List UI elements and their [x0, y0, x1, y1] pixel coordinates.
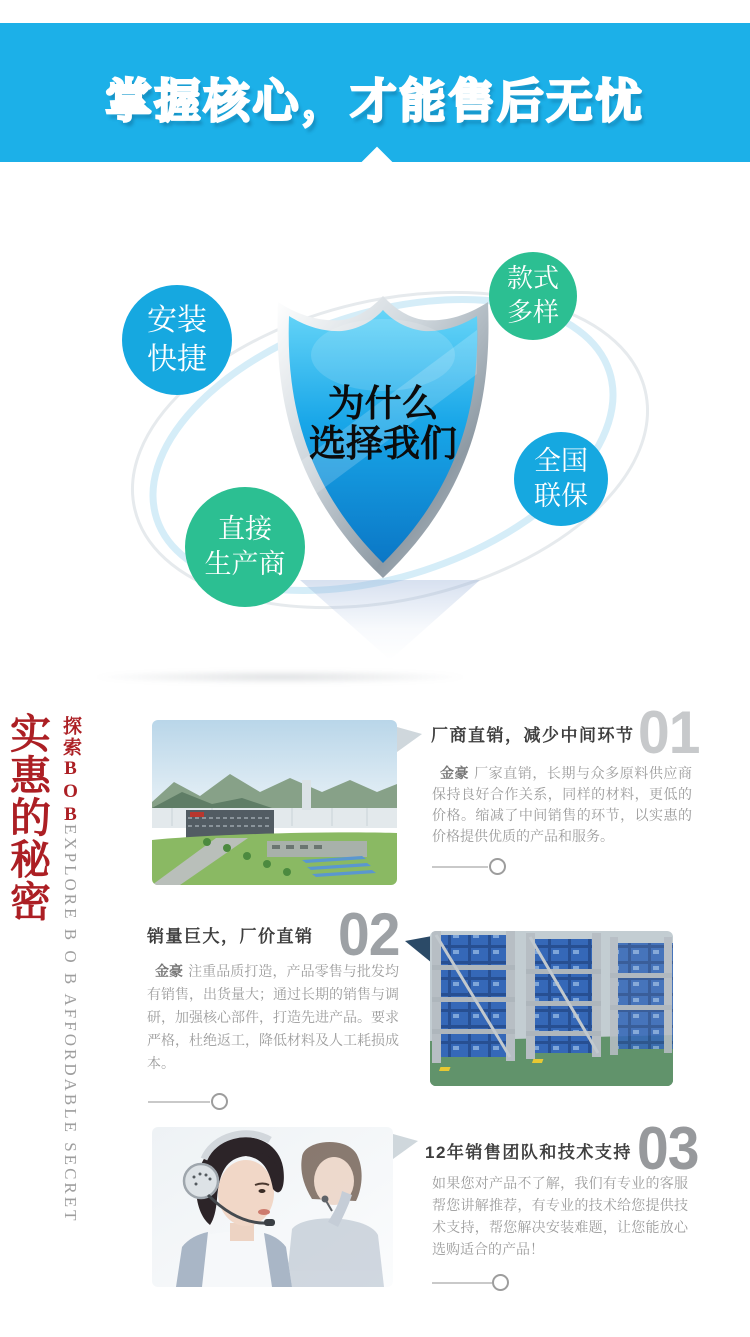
badge-line: 安装 — [147, 304, 207, 337]
customer-service-photo — [152, 1127, 393, 1287]
section-2-number: 02 — [338, 901, 400, 968]
connector-dot-icon — [211, 1093, 228, 1110]
photo-pointer-icon — [397, 727, 422, 752]
badge-line: 多样 — [506, 297, 559, 327]
customer-service-illustration — [152, 1127, 393, 1287]
connector-line — [148, 1101, 210, 1103]
factory-aerial-illustration — [152, 720, 397, 885]
warehouse-racks-photo — [430, 931, 673, 1086]
banner-title: 掌握核心，才能售后无忧 — [105, 74, 645, 127]
section-2-body: 金豪 注重品质打造，产品零售与批发均有销售，出货量大；通过长期的销售与调研，加强核心部件，打造先进产品。要求严格，杜绝返工，降低材料及人工耗损成本。 — [147, 963, 399, 1071]
connector-line — [432, 866, 488, 868]
badge-line: 款式 — [506, 263, 559, 294]
why-choose-us-emblem — [0, 150, 750, 710]
section-3-number: 03 — [637, 1115, 699, 1182]
badge-line: 直接 — [218, 513, 272, 544]
section-2-title: 销量巨大，厂价直销 — [147, 927, 314, 946]
warehouse-illustration — [430, 931, 673, 1086]
badge-quick-install — [122, 285, 232, 395]
badge-line: 快捷 — [147, 343, 207, 376]
section-3-body: 如果您对产品不了解，我们有专业的客服帮您讲解推荐，有专业的技术给您提供技术支持，帮您解决安装难题，让您能放心选购适合的产品！ — [432, 1175, 688, 1257]
badge-line: 全国 — [534, 445, 588, 476]
vertical-explore-title: 探索BOB — [60, 716, 81, 827]
shield-caption-line1: 为什么 — [327, 383, 439, 424]
shield-caption-line2: 选择我们 — [309, 423, 457, 464]
section-1-title: 厂商直销，减少中间环节 — [431, 726, 635, 745]
connector-dot-icon — [489, 858, 506, 875]
connector-dot-icon — [492, 1274, 509, 1291]
connector-line — [432, 1282, 492, 1284]
floor-shadow — [90, 670, 470, 684]
brand-name: 金豪 — [155, 963, 184, 979]
badge-line: 生产商 — [204, 549, 286, 579]
photo-pointer-icon — [405, 936, 432, 963]
shield-caption — [283, 384, 483, 464]
vertical-main-title: 实惠的秘密 — [4, 712, 50, 922]
factory-aerial-photo — [152, 720, 397, 885]
top-banner — [0, 23, 750, 162]
photo-pointer-icon — [393, 1134, 418, 1159]
badge-national-warranty — [514, 432, 608, 526]
section-3-title: 12年销售团队和技术支持 — [425, 1143, 632, 1162]
section-1-body: 金豪 厂家直销，长期与众多原料供应商保持良好合作关系，同样的材料，更低的价格。缩减了中间销售的环节，以实惠的价格提供优质的产品和服务。 — [432, 765, 692, 844]
brand-name: 金豪 — [440, 765, 470, 781]
badge-direct-manufacturer — [185, 487, 305, 607]
vertical-english-caption: EXPLORE B O B AFFORDABLE SECRET — [61, 824, 80, 1224]
badge-line: 联保 — [534, 481, 588, 511]
affordable-secret-section — [0, 700, 750, 1337]
section-1-number: 01 — [638, 699, 700, 766]
badge-various-styles — [489, 252, 577, 340]
